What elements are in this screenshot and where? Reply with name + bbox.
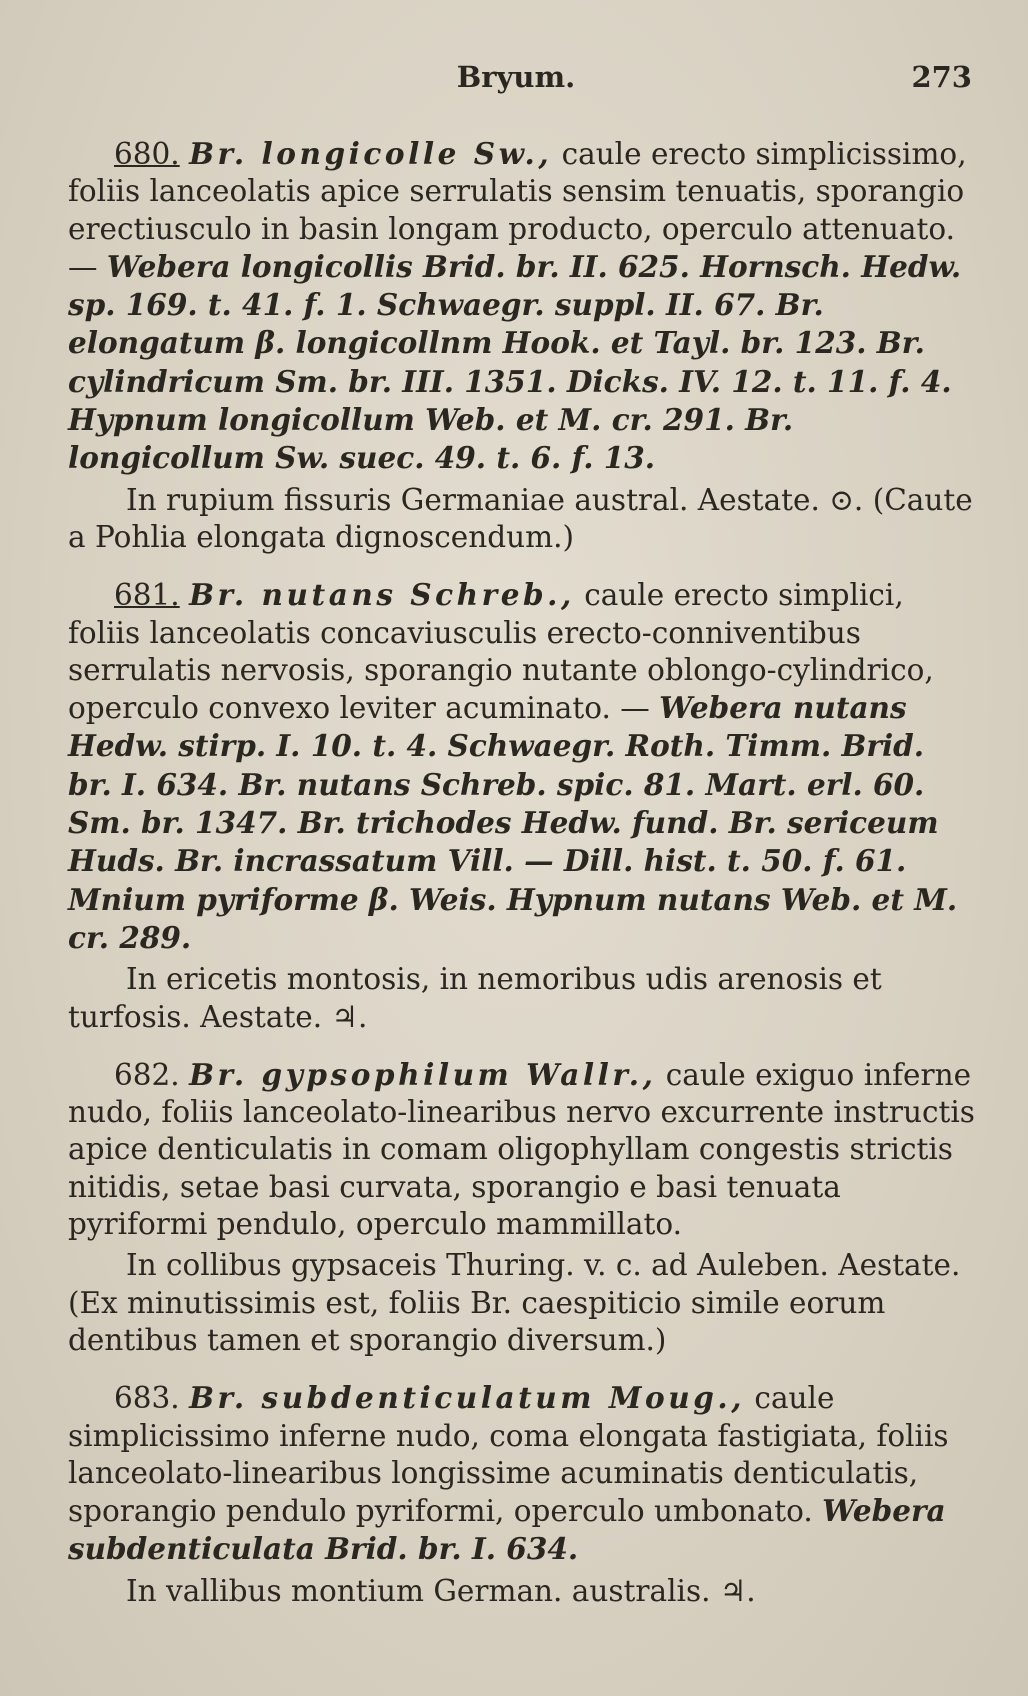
species-entry-680 <box>68 135 976 478</box>
species-entry-682 <box>68 1056 976 1243</box>
page-header <box>60 60 972 100</box>
species-entry-681 <box>68 576 976 957</box>
species-name: Br. subdenticulatum Moug., <box>189 1380 746 1416</box>
species-habitat: In collibus gypsaceis Thuring. v. c. ad Auleben. Aestate. (Ex minutissimis est, foliis Br. caespiticio simile eorum dentibus tamen et sporangio diversum.) <box>68 1248 961 1357</box>
page-body <box>68 135 976 1610</box>
species-habitat: In rupium fissuris Germaniae austral. Aestate. ⊙. (Caute a Pohlia elongata dignoscendum.) <box>68 482 973 554</box>
species-habitat: In ericetis montosis, in nemoribus udis arenosis et turfosis. Aestate. ♃. <box>68 962 882 1034</box>
species-name: Br. gypsophilum Wallr., <box>189 1056 657 1092</box>
species-description: caule erecto simplicissimo, foliis lanceolatis apice serrulatis sensim tenuatis, sporangio erectiusculo in basin longam producto, operculo attenuato. — <box>68 137 967 284</box>
page-number: 273 <box>911 60 972 94</box>
species-name: Br. longicolle Sw., <box>189 136 553 171</box>
entry-number: 681. <box>114 578 180 613</box>
running-title: Bryum. <box>456 60 576 94</box>
species-name: Br. nutans Schreb., <box>189 577 575 613</box>
species-description: caule exiguo inferne nudo, foliis lanceolato-linearibus nervo excurrente instructis apice denticulatis in comam oligophyllam congestis strictis nitidis, setae basi curvata, sporangio e basi tenuata pyriformi pendulo, operculo mammillato. <box>68 1057 975 1242</box>
entry-number: 682. <box>114 1057 180 1092</box>
species-synonyms: Webera subdenticulata Brid. br. I. 634. <box>68 1493 946 1567</box>
entry-number: 680. <box>114 137 180 171</box>
species-description: caule simplicissimo inferne nudo, coma elongata fastigiata, foliis lanceolato-linearibus longissime acuminatis denticulatis, sporangio pendulo pyriformi, operculo umbonato. <box>68 1381 949 1529</box>
species-entry-683 <box>68 1379 976 1568</box>
species-synonyms: Webera nutans Hedw. stirp. I. 10. t. 4. Schwaegr. Roth. Timm. Brid. br. I. 634. Br. nutans Schreb. spic. 81. Mart. erl. 60. Sm. br. 1347. Br. trichodes Hedw. fund. Br. sericeum Huds. Br. incrassatum Vill. — Dill. hist. t. 50. f. 61. Mnium pyriforme β. Weis. Hypnum nutans Web. et M. cr. 289. <box>68 690 958 955</box>
entry-number: 683. <box>114 1381 180 1416</box>
species-description: caule erecto simplici, foliis lanceolatis concaviusculis erecto-conniventibus serrulatis nervosis, sporangio nutante oblongo-cylindrico, operculo convexo leviter acuminato. — <box>68 578 934 726</box>
species-habitat: In vallibus montium German. australis. ♃. <box>126 1573 756 1608</box>
species-synonyms: Webera longicollis Brid. br. II. 625. Hornsch. Hedw. sp. 169. t. 41. f. 1. Schwaegr. suppl. II. 67. Br. elongatum β. longicollnm Hook. et Tayl. br. 123. Br. cylindricum Sm. br. III. 1351. Dicks. IV. 12. t. 11. f. 4. Hypnum longicollum Web. et M. cr. 291. Br. longicollum Sw. suec. 49. t. 6. f. 13. <box>68 248 962 476</box>
